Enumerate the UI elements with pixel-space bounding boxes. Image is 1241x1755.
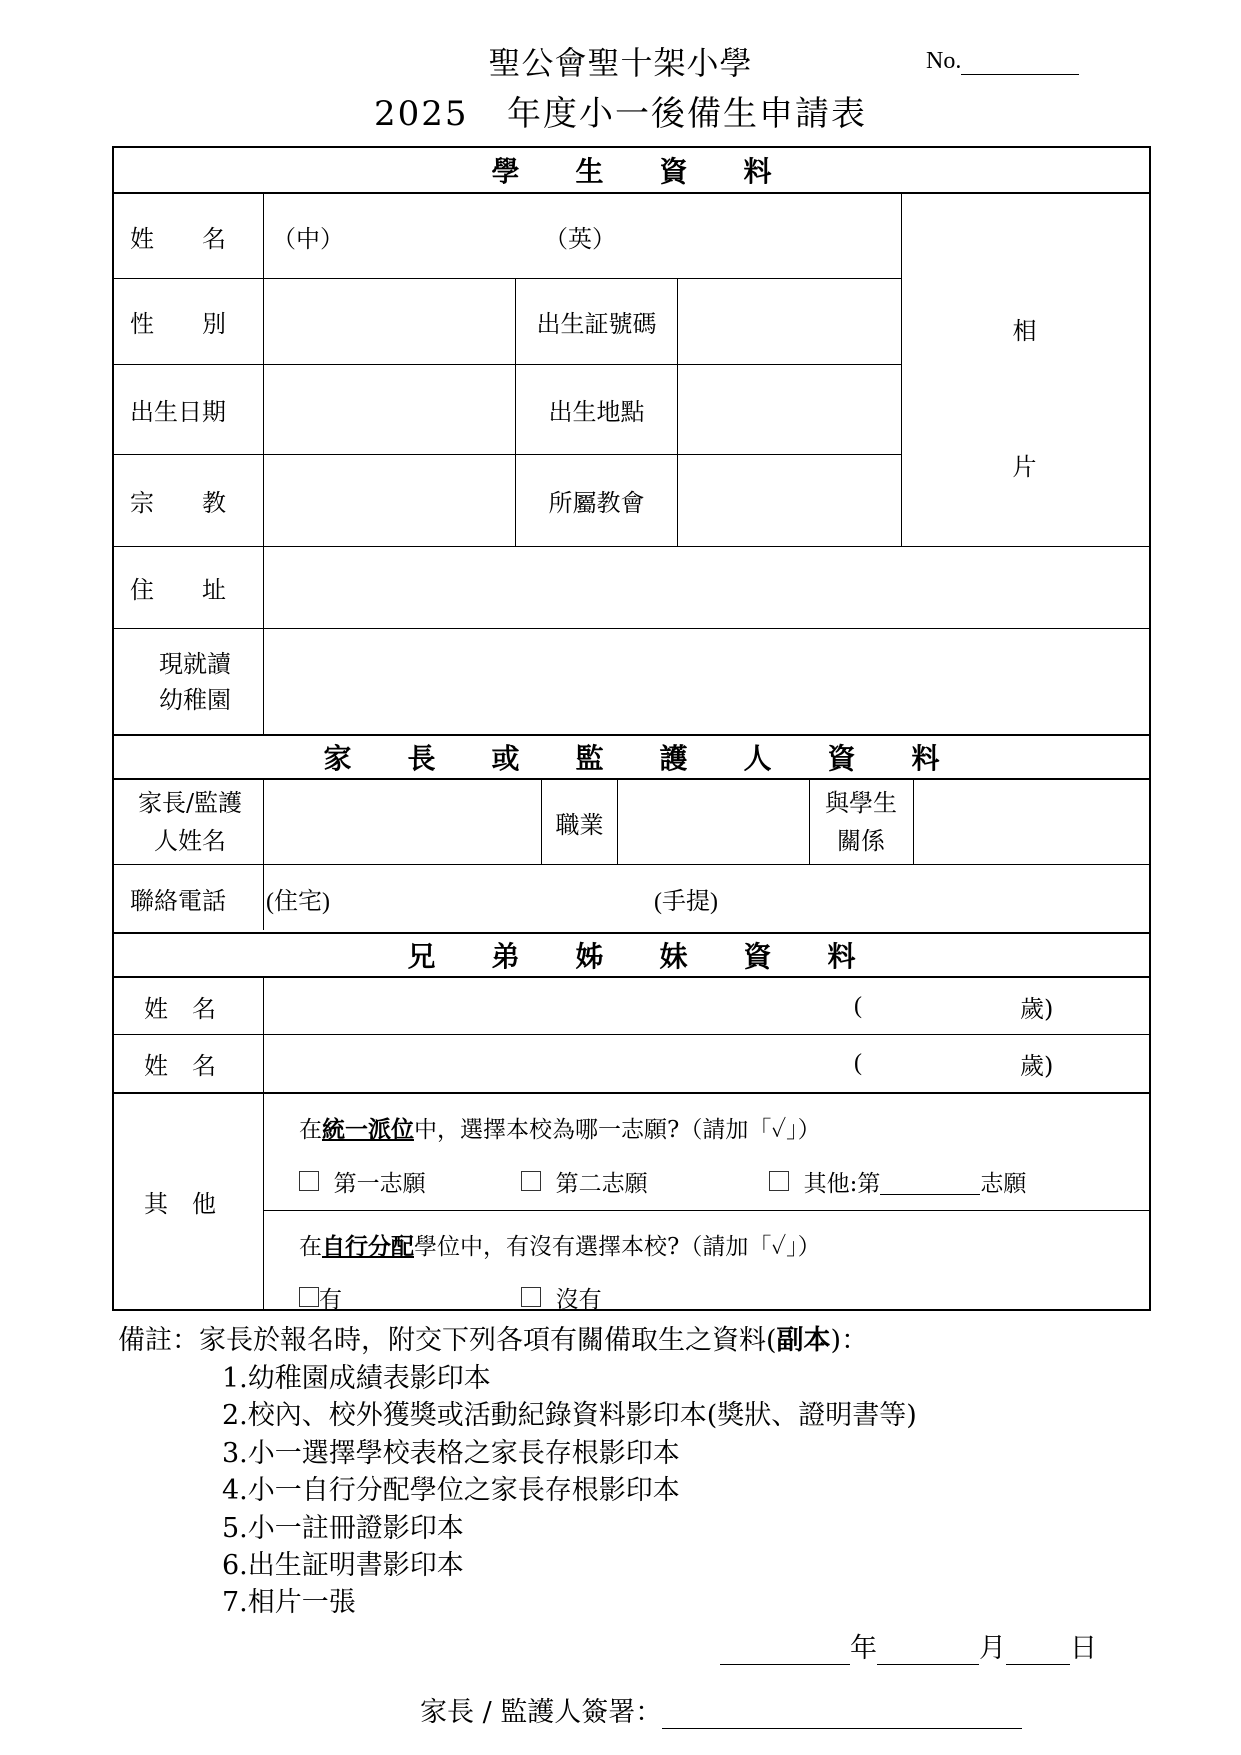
- birth-cert-label: 出生証號碼: [536, 309, 657, 338]
- yes-checkbox[interactable]: [299, 1287, 319, 1307]
- birthplace-label: 出生地點: [548, 397, 645, 426]
- first-choice-label: 第一志願: [333, 1170, 426, 1197]
- photo-box-label-2: 片: [1012, 452, 1037, 481]
- others-label: 其 他: [144, 1190, 216, 1218]
- dob-label: 出生日期: [130, 397, 226, 426]
- second-choice-checkbox[interactable]: [521, 1171, 541, 1191]
- yes-option[interactable]: [299, 1276, 479, 1318]
- church-label: 所屬教會: [548, 488, 645, 517]
- church-field[interactable]: [678, 454, 900, 546]
- gender-field[interactable]: [264, 278, 514, 364]
- first-choice-checkbox[interactable]: [299, 1171, 319, 1191]
- guardian-name-label: [120, 780, 260, 864]
- birthplace-field[interactable]: [678, 364, 900, 454]
- sibling-name-label: 姓 名: [144, 1051, 216, 1080]
- no-checkbox[interactable]: [521, 1287, 541, 1307]
- second-choice-option[interactable]: [521, 1160, 731, 1202]
- religion-field[interactable]: [264, 454, 514, 546]
- self-allocation-question-bold: 自行分配: [322, 1232, 414, 1260]
- form-number: [926, 48, 1079, 75]
- other-choice-option[interactable]: [769, 1160, 1139, 1202]
- second-choice-label: 第二志願: [555, 1170, 648, 1197]
- allocation-question-bold: 統一派位: [322, 1115, 414, 1143]
- occupation-label: 職業: [555, 810, 604, 839]
- other-choice-field[interactable]: [880, 1168, 980, 1195]
- notes-item: 4.小一自行分配學位之家長存根影印本: [222, 1475, 680, 1506]
- student-name-cn-field[interactable]: [272, 194, 512, 278]
- notes-intro-pre: 備註：家長於報名時，附交下列各項有關備取生之資料(: [118, 1325, 777, 1356]
- gender-label: [130, 278, 260, 364]
- notes-item: 5.小一註冊證影印本: [222, 1513, 464, 1544]
- form-title: [0, 86, 1241, 135]
- application-form-table: [112, 146, 1151, 1311]
- home-phone-field[interactable]: [266, 864, 566, 932]
- self-allocation-question-post: 學位中，有沒有選擇本校?（請加「✓」）: [414, 1233, 821, 1260]
- yes-label: 有: [319, 1286, 342, 1313]
- allocation-question: [299, 1106, 1139, 1148]
- signature-label: 家長 / 監護人簽署：: [420, 1697, 663, 1728]
- guardian-name-field[interactable]: [264, 780, 540, 864]
- kindergarten-label-1: 現就讀: [159, 650, 231, 678]
- sibling-age-open: (: [854, 992, 862, 1019]
- notes-intro: [118, 1318, 868, 1357]
- kindergarten-field[interactable]: [264, 628, 1149, 734]
- birth-cert-field[interactable]: [678, 278, 900, 364]
- photo-box-label-1: 相: [1012, 316, 1037, 345]
- kindergarten-label: [130, 630, 260, 734]
- sibling-name-field[interactable]: [264, 978, 784, 1034]
- signature-line: [420, 1690, 1022, 1729]
- form-number-label: No.: [926, 48, 962, 74]
- relationship-label-1: 與學生: [825, 789, 897, 817]
- notes-item: 3.小一選擇學校表格之家長存根影印本: [222, 1438, 680, 1469]
- student-section-title: 學 生 資 料: [491, 155, 772, 188]
- relationship-label-2: 關係: [837, 827, 885, 855]
- phone-label: 聯絡電話: [130, 886, 226, 915]
- sibling-name-label: 姓 名: [144, 994, 216, 1023]
- sibling-name-field[interactable]: [264, 1034, 784, 1092]
- siblings-section-title: 兄 弟 姊 妹 資 料: [407, 940, 856, 973]
- guardian-name-label-2: 人姓名: [154, 827, 226, 855]
- relationship-field[interactable]: [914, 780, 1149, 864]
- sibling-age-close: 歲): [1020, 1051, 1054, 1080]
- year-field[interactable]: [720, 1634, 850, 1665]
- address-field[interactable]: [264, 546, 1149, 628]
- allocation-question-post: 中，選擇本校為哪一志願?（請加「✓」）: [414, 1116, 821, 1143]
- other-choice-checkbox[interactable]: [769, 1171, 789, 1191]
- mobile-phone-field[interactable]: [654, 864, 954, 932]
- school-name: 聖公會聖十架小學: [488, 44, 753, 82]
- allocation-question-pre: 在: [299, 1116, 322, 1143]
- month-field[interactable]: [877, 1634, 979, 1665]
- notes-item: 6.出生証明書影印本: [222, 1550, 464, 1581]
- self-allocation-question-pre: 在: [299, 1233, 322, 1260]
- notes-item: 7.相片一張: [222, 1587, 356, 1618]
- guardian-name-label-1: 家長/監護: [137, 789, 243, 817]
- no-option[interactable]: [521, 1276, 701, 1318]
- day-field[interactable]: [1006, 1634, 1070, 1665]
- notes-intro-bold: 副本: [776, 1325, 831, 1356]
- first-choice-option[interactable]: [299, 1160, 509, 1202]
- kindergarten-label-2: 幼稚園: [159, 686, 231, 714]
- student-name-en-field[interactable]: [544, 194, 784, 278]
- form-year: 2025: [374, 94, 469, 134]
- day-label: 日: [1070, 1633, 1097, 1664]
- religion-label: 宗 教: [130, 488, 226, 517]
- other-choice-pre: 其他:第: [803, 1170, 881, 1197]
- mobile-phone-label: (手提): [654, 888, 718, 915]
- notes-item: 1.幼稚園成績表影印本: [222, 1363, 491, 1394]
- parent-section-title: 家 長 或 監 護 人 資 料: [323, 742, 940, 775]
- address-label: 住 址: [130, 575, 226, 604]
- form-number-field[interactable]: [961, 50, 1079, 75]
- student-name-cn-label: （中）: [272, 224, 344, 253]
- notes-intro-post: )：: [830, 1325, 869, 1356]
- gender-label-text: 性 別: [130, 309, 226, 338]
- month-label: 月: [979, 1633, 1006, 1664]
- no-label: 沒有: [555, 1286, 602, 1313]
- self-allocation-question: [299, 1223, 1139, 1265]
- relationship-label: [810, 780, 912, 864]
- signature-field[interactable]: [662, 1698, 1022, 1729]
- occupation-field[interactable]: [618, 780, 808, 864]
- sibling-age-close: 歲): [1020, 994, 1054, 1023]
- date-line: [720, 1626, 1097, 1665]
- student-name-en-label: （英）: [544, 224, 616, 253]
- notes-item: 2.校內、校外獲獎或活動紀錄資料影印本(獎狀、證明書等): [222, 1400, 917, 1431]
- sibling-age-open: (: [854, 1049, 862, 1076]
- student-name-label-text: 姓 名: [130, 224, 226, 253]
- home-phone-label: (住宅): [266, 888, 330, 915]
- sibling-age-field[interactable]: [874, 1034, 1014, 1092]
- dob-field[interactable]: [264, 364, 514, 454]
- student-name-label: [130, 194, 260, 278]
- other-choice-post: 志願: [980, 1170, 1027, 1197]
- sibling-age-field[interactable]: [874, 978, 1014, 1034]
- year-label: 年: [850, 1633, 877, 1664]
- form-title-text: 年度小一後備生申請表: [506, 94, 867, 134]
